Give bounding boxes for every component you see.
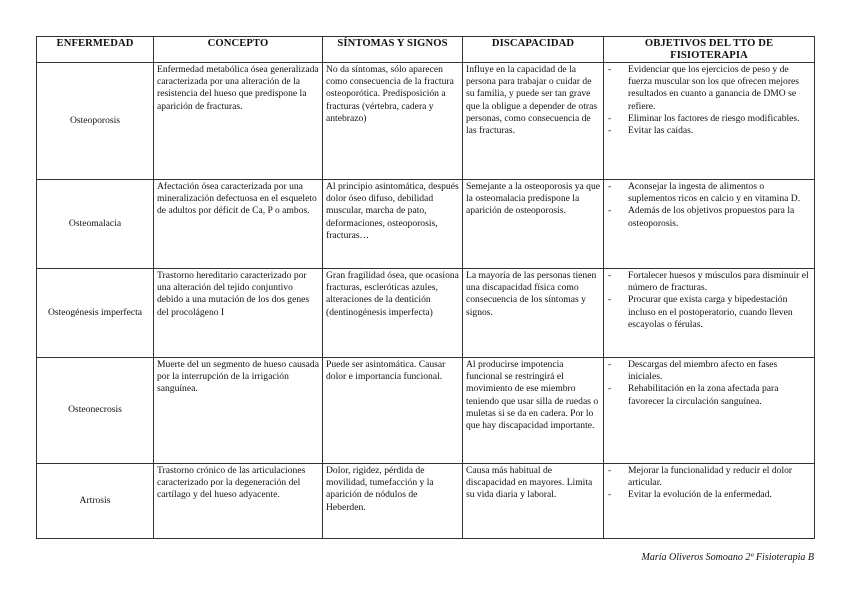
header-symptoms: SÍNTOMAS Y SIGNOS <box>323 37 463 63</box>
objectives-list <box>607 359 811 408</box>
concept-cell: Trastorno crónico de las articulaciones caracterizado por la degeneración del cartílago y del hueso adyacente. <box>154 464 323 539</box>
objective-item: - Aconsejar la ingesta de alimentos o suplementos ricos en calcio y en vitamina D. <box>607 181 811 205</box>
concept-cell: Muerte del un segmento de hueso causada por la interrupción de la irrigación sanguínea. <box>154 358 323 464</box>
disease-cell: Artrosis <box>37 464 154 539</box>
table-row <box>37 180 815 269</box>
concept-cell: Enfermedad metabólica ósea generalizada caracterizada por una alteración de la resistencia del hueso que predispone la aparición de fracturas. <box>154 63 323 180</box>
objective-item: - Rehabilitación en la zona afectada para favorecer la circulación sanguínea. <box>607 383 811 407</box>
symptoms-cell: Al principio asintomática, después dolor óseo difuso, debilidad muscular, marcha de pato, deformaciones, osteoporosis, fracturas… <box>323 180 463 269</box>
objective-item: - Fortalecer huesos y músculos para disminuir el número de fracturas. <box>607 270 811 294</box>
objectives-cell <box>604 269 815 358</box>
objectives-list <box>607 181 811 230</box>
objectives-cell <box>604 464 815 539</box>
objective-item: - Además de los objetivos propuestos para la osteoporosis. <box>607 205 811 229</box>
disability-cell: Semejante a la osteoporosis ya que la osteomalacia predispone la aparición de osteoporosis. <box>463 180 604 269</box>
header-disability: DISCAPACIDAD <box>463 37 604 63</box>
disease-cell: Osteogénesis imperfecta <box>37 269 154 358</box>
disability-cell: La mayoría de las personas tienen una discapacidad física como consecuencia de los síntomas y signos. <box>463 269 604 358</box>
concept-cell: Afectación ósea caracterizada por una mineralización defectuosa en el esqueleto de adultos por déficit de Ca, P o ambos. <box>154 180 323 269</box>
disability-cell: Al producirse impotencia funcional se restringirá el movimiento de ese miembro teniendo que usar silla de ruedas o muletas si se da en cadera. Por lo que hay discapacidad importante. <box>463 358 604 464</box>
table-row <box>37 63 815 180</box>
objectives-cell <box>604 180 815 269</box>
header-concept: CONCEPTO <box>154 37 323 63</box>
objectives-list <box>607 270 811 331</box>
disease-table <box>36 36 815 539</box>
table-row <box>37 358 815 464</box>
objectives-list <box>607 465 811 502</box>
header-disease: ENFERMEDAD <box>37 37 154 63</box>
disease-cell: Osteoporosis <box>37 63 154 180</box>
disability-cell: Causa más habitual de discapacidad en mayores. Limita su vida diaria y laboral. <box>463 464 604 539</box>
table-row <box>37 269 815 358</box>
objectives-cell <box>604 63 815 180</box>
author-footer: María Oliveros Somoano 2º Fisioterapia B <box>641 552 814 563</box>
symptoms-cell: Dolor, rigidez, pérdida de movilidad, tumefacción y la aparición de nódulos de Heberden. <box>323 464 463 539</box>
header-objectives: OBJETIVOS DEL TTO DE FISIOTERAPIA <box>604 37 815 63</box>
objectives-list <box>607 64 811 137</box>
objectives-cell <box>604 358 815 464</box>
symptoms-cell: Gran fragilidad ósea, que ocasiona fracturas, escleróticas azules, alteraciones de la dentición (dentinogénesis imperfecta) <box>323 269 463 358</box>
disease-cell: Osteonecrosis <box>37 358 154 464</box>
symptoms-cell: No da síntomas, sólo aparecen como consecuencia de la fractura osteoporótica. Predisposición a fracturas (vértebra, cadera y antebrazo) <box>323 63 463 180</box>
objective-item: - Evidenciar que los ejercicios de peso y de fuerza muscular son los que ofrecen mejores resultados en cuanto a ganancia de DMO se refiere. <box>607 64 811 113</box>
objective-item: - Descargas del miembro afecto en fases iniciales. <box>607 359 811 383</box>
objective-item: - Procurar que exista carga y bipedestación incluso en el postoperatorio, cuando lleven escayolas o férulas. <box>607 294 811 331</box>
disease-cell: Osteomalacia <box>37 180 154 269</box>
table-row <box>37 464 815 539</box>
disability-cell: Influye en la capacidad de la persona para trabajar o cuidar de su familia, y puede ser tan grave que la obligue a depender de otras personas, como consecuencia de las fracturas. <box>463 63 604 180</box>
objective-item: - Evitar la evolución de la enfermedad. <box>607 489 811 501</box>
objective-item: - Evitar las caídas. <box>607 125 811 137</box>
header-row <box>37 37 815 63</box>
objective-item: - Mejorar la funcionalidad y reducir el dolor articular. <box>607 465 811 489</box>
symptoms-cell: Puede ser asintomática. Causar dolor e importancia funcional. <box>323 358 463 464</box>
concept-cell: Trastorno hereditario caracterizado por una alteración del tejido conjuntivo debido a una mutación de los dos genes del procolágeno I <box>154 269 323 358</box>
objective-item: - Eliminar los factores de riesgo modificables. <box>607 113 811 125</box>
